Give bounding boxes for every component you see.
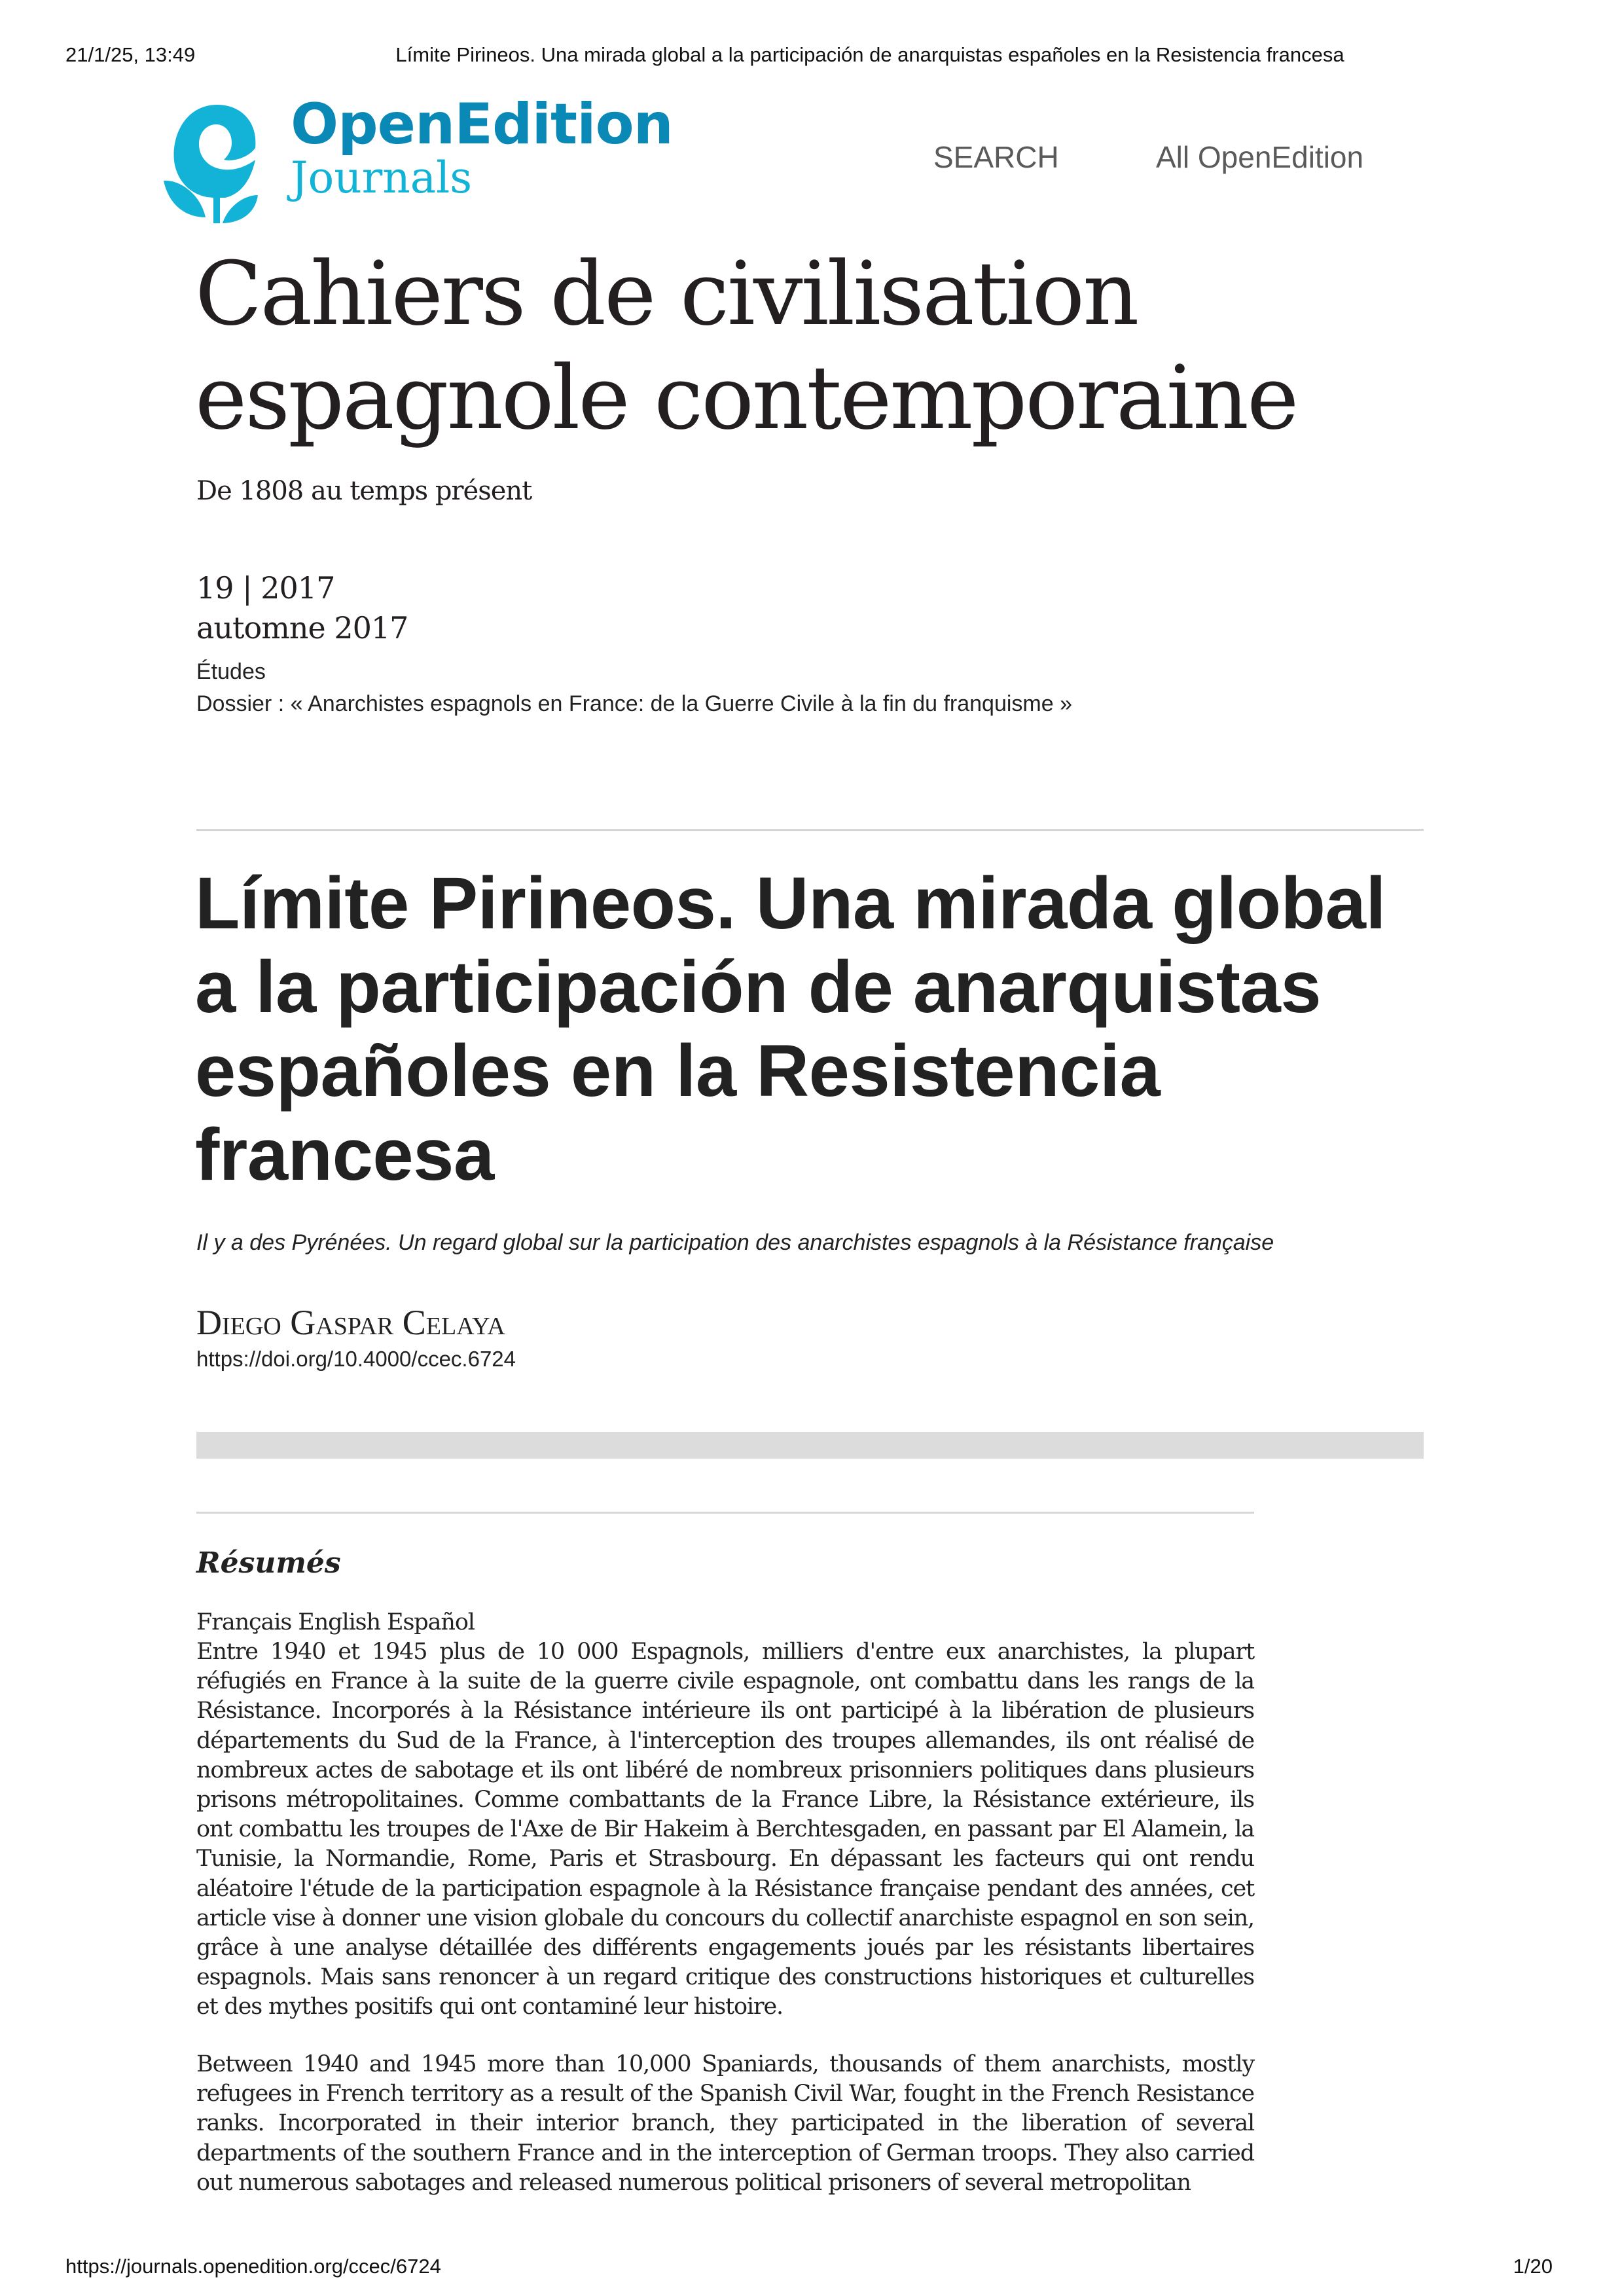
nav-search-link[interactable]: SEARCH [933,140,1059,174]
divider [196,1512,1254,1514]
print-page-number: 1/20 [1513,2255,1553,2278]
print-footer [0,2253,1622,2280]
abstract-french: Entre 1940 et 1945 plus de 10 000 Espagnols, milliers d'entre eux anarchistes, la plupart réfugiés en France à la suite de la guerre civile espagnole, ont combattu dans les rangs de la Résistance. Incorporés à la Résistance intérieure ils ont participé à la libération de plusieurs départements du Sud de la France, à l'interception des troupes allemandes, ils ont réalisé de nombreux actes de sabotage et ils ont libéré de nombreux prisonniers politiques dans plusieurs prisons métropolitaines. Comme combattants de la France Libre, la Résistance extérieure, ils ont combattu les troupes de l'Axe de Bir Hakeim à Berchtesgaden, en passant par El Alamein, la Tunisie, la Normandie, Rome, Paris et Strasbourg. En dépassant les facteurs qui ont rendu aléatoire l'étude de la participation espagnole à la Résistance française pendant des années, cet article vise à donner une vision globale du concours du collectif anarchiste espagnol en son sein, grâce à une analyse détaillée des différents engagements joués par les résistants libertaires espagnols. Mais sans renoncer à un regard critique des constructions historiques et culturelles et des mythes positifs qui ont contaminé leur histoire. [196,1639,1254,2020]
issue-season-link[interactable]: automne 2017 [196,610,408,646]
article-title: Límite Pirineos. Una mirada global a la participación de anarquistas españoles en la Resistencia francesa [195,862,1386,1195]
print-url: https://journals.openedition.org/ccec/6724 [65,2255,441,2278]
article-subtitle: Il y a des Pyrénées. Un regard global sur la participation des anarchistes espagnols à la Résistance française [196,1230,1274,1255]
tab-francais[interactable]: Français [196,1609,292,1635]
print-header [0,42,1622,68]
journal-title[interactable]: Cahiers de civilisation espagnole contemporaine [195,243,1297,449]
abstract-language-tabs [196,1608,475,1637]
print-datetime: 21/1/25, 13:49 [65,43,196,66]
dossier-link[interactable]: Dossier : « Anarchistes espagnols en France: de la Guerre Civile à la fin du franquisme » [196,691,1073,716]
logo-journals-text: Journals [291,153,473,203]
logo-openedition-text: OpenEdition [291,92,673,157]
journal-subtitle: De 1808 au temps présent [196,476,532,506]
doi-link[interactable]: https://doi.org/10.4000/ccec.6724 [196,1347,516,1371]
tab-espanol[interactable]: Español [387,1609,475,1635]
tab-english[interactable]: English [298,1609,380,1635]
abstracts-heading: Résumés [196,1546,341,1580]
print-page-title: Límite Pirineos. Una mirada global a la participación de anarquistas españoles en la Resistencia francesa [395,43,1344,66]
toolbar-placeholder-bar [196,1432,1424,1459]
openedition-journals-logo[interactable] [160,92,673,223]
divider [196,829,1424,831]
openedition-flower-icon [160,96,278,223]
nav-all-openedition-link[interactable]: All OpenEdition [1156,140,1364,174]
author-link[interactable]: Diego Gaspar Celaya [196,1303,505,1342]
abstract-english: Between 1940 and 1945 more than 10,000 Spaniards, thousands of them anarchists, mostly refugees in French territory as a result of the Spanish Civil War, fought in the French Resistance ranks. Incorporated in their interior branch, they participated in the liberation of several departments of the southern France and in the interception of German troops. They also carried out numerous sabotages and released numerous political prisoners of several metropolitan [196,2051,1254,2196]
issue-number-link[interactable]: 19 | 2017 [196,570,335,606]
section-link[interactable]: Études [196,659,266,684]
